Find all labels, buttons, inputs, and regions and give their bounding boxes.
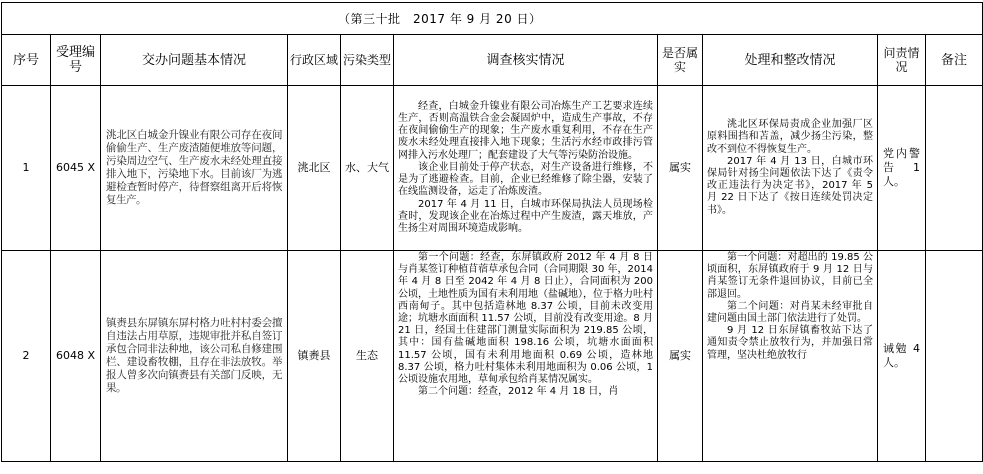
- row-handling: [703, 86, 878, 251]
- header-investigation: 调查核实情况: [394, 35, 658, 86]
- investigation-paragraph: 该企业目前处于停产状态，对生产设备进行维修，不是为了逃避检查。目前，企业已经维修了除尘器，安装了在线监测设备，运走了冶炼废渣。: [398, 161, 653, 198]
- table-row: [2, 86, 983, 251]
- header-accountability: 问责情况: [878, 35, 926, 86]
- handling-paragraph: 第二个问题：对肖某未经审批自建问题由国土部门依法进行了处罚。: [707, 300, 873, 325]
- handling-paragraph: 9 月 12 日东屏镇畜牧站下达了通知责令禁止放牧行为，并加强日常管理，坚决杜绝放牧行: [707, 325, 873, 361]
- row-investigation: [394, 86, 658, 251]
- header-verified: 是否属实: [658, 35, 703, 86]
- row-accountability: 党内警告 1 人。: [878, 86, 926, 251]
- batch-title: （第三十批 2017 年 9 月 20 日）: [2, 3, 983, 35]
- header-code: 受理编号: [51, 35, 101, 86]
- row-issue: 镇赉县东屏镇东屏村格力吐村村委会擅自违法占用草原，违规审批并私自签订承包合同非法种地，该公司私自修建围栏、建设畜牧棚，且存在非法放牧。举报人曾多次向镇赉县有关部门反映，无果。: [101, 251, 288, 462]
- handling-paragraph: 洮北区环保局责成企业加强厂区原料围挡和苫盖，减少扬尘污染，整改不到位不得恢复生产。: [707, 119, 873, 155]
- investigation-paragraph: 2017 年 4 月 11 日，白城市环保局执法人员现场检查时，发现该企业在冶炼过程中产生废渣，露天堆放，产生扬尘对周围环境造成影响。: [398, 198, 653, 234]
- row-verified: 属实: [658, 251, 703, 462]
- investigation-paragraph: 第一个问题：经查，东屏镇政府 2012 年 4 月 8 日与肖某签订种植苜蓿草承包合同（合同期限 30 年，2014 年 4 月 8 日至 2042 年 4 月 8 日止），合同面积为 200 公顷，土地性质为国有未利用地（盐碱地），位于格力吐村西南甸子。其中包括造林地 8.37 公顷，目前未改变用途；坑塘水面面积 11.57 公顷，目前没有改变用途。8 月 21 日，经国土住建部门测量实际面积为 219.85 公顷，其中：国有盐碱地面积 198.16 公顷，坑塘水面面积 11.57 公顷，国有未利用地面积 0.69 公顷，造林地 8.37 公顷，格力吐村集体未利用地面积为 0.06 公顷，1 公顷设施农用地，草甸承包给肖某情况属实。: [398, 252, 653, 386]
- row-pollution: 生态: [341, 251, 394, 462]
- header-issue: 交办问题基本情况: [101, 35, 288, 86]
- title-row: [2, 3, 983, 35]
- row-accountability: 诫勉 4 人。: [878, 251, 926, 462]
- header-pollution: 污染类型: [341, 35, 394, 86]
- row-district: 镇赉县: [288, 251, 341, 462]
- row-district: 洮北区: [288, 86, 341, 251]
- table-row: [2, 251, 983, 462]
- header-remarks: 备注: [926, 35, 983, 86]
- investigation-paragraph: 第二个问题：经查，2012 年 4 月 18 日，肖: [418, 386, 619, 398]
- row-investigation: [394, 251, 658, 462]
- header-seq: 序号: [2, 35, 51, 86]
- row-seq: 2: [2, 251, 51, 462]
- handling-paragraph: 2017 年 4 月 13 日，白城市环保局针对扬尘问题依法下达了《责令改正违法行为决定书》，2017 年 5 月 22 日下达了《按日连续处罚决定书》。: [707, 155, 873, 216]
- row-handling: [703, 251, 878, 462]
- row-pollution: 水、大气: [341, 86, 394, 251]
- handling-paragraph: 第一个问题：对超出的 19.85 公顷面积，东屏镇政府于 9 月 12 日与肖某签订无条件退回协议，目前已全部退回。: [707, 252, 873, 300]
- row-remarks: [926, 251, 983, 462]
- row-remarks: [926, 86, 983, 251]
- row-code: 6045 X: [51, 86, 101, 251]
- row-code: 6048 X: [51, 251, 101, 462]
- supervision-table: [1, 2, 983, 462]
- header-handling: 处理和整改情况: [703, 35, 878, 86]
- row-issue: 洮北区白城金升镍业有限公司存在夜间偷偷生产、生产废渣随便堆放等问题，污染周边空气、生产废水未经处理直接排入地下，污染地下水。目前该厂为逃避检查暂时停产，待督察组离开后将恢复生产。: [101, 86, 288, 251]
- row-seq: 1: [2, 86, 51, 251]
- row-verified: 属实: [658, 86, 703, 251]
- header-row: [2, 35, 983, 86]
- investigation-paragraph: 经查，白城金升镍业有限公司冶炼生产工艺要求连续生产，否则高温铁合金会凝固炉中，造成生产事故，不存在夜间偷偷生产的现象；生产废水重复利用，不存在生产废水未经处理直接排入地下现象；生活污水经市政排污管网排入污水处理厂；配套建设了大气等污染防治设施。: [398, 100, 653, 161]
- header-district: 行政区域: [288, 35, 341, 86]
